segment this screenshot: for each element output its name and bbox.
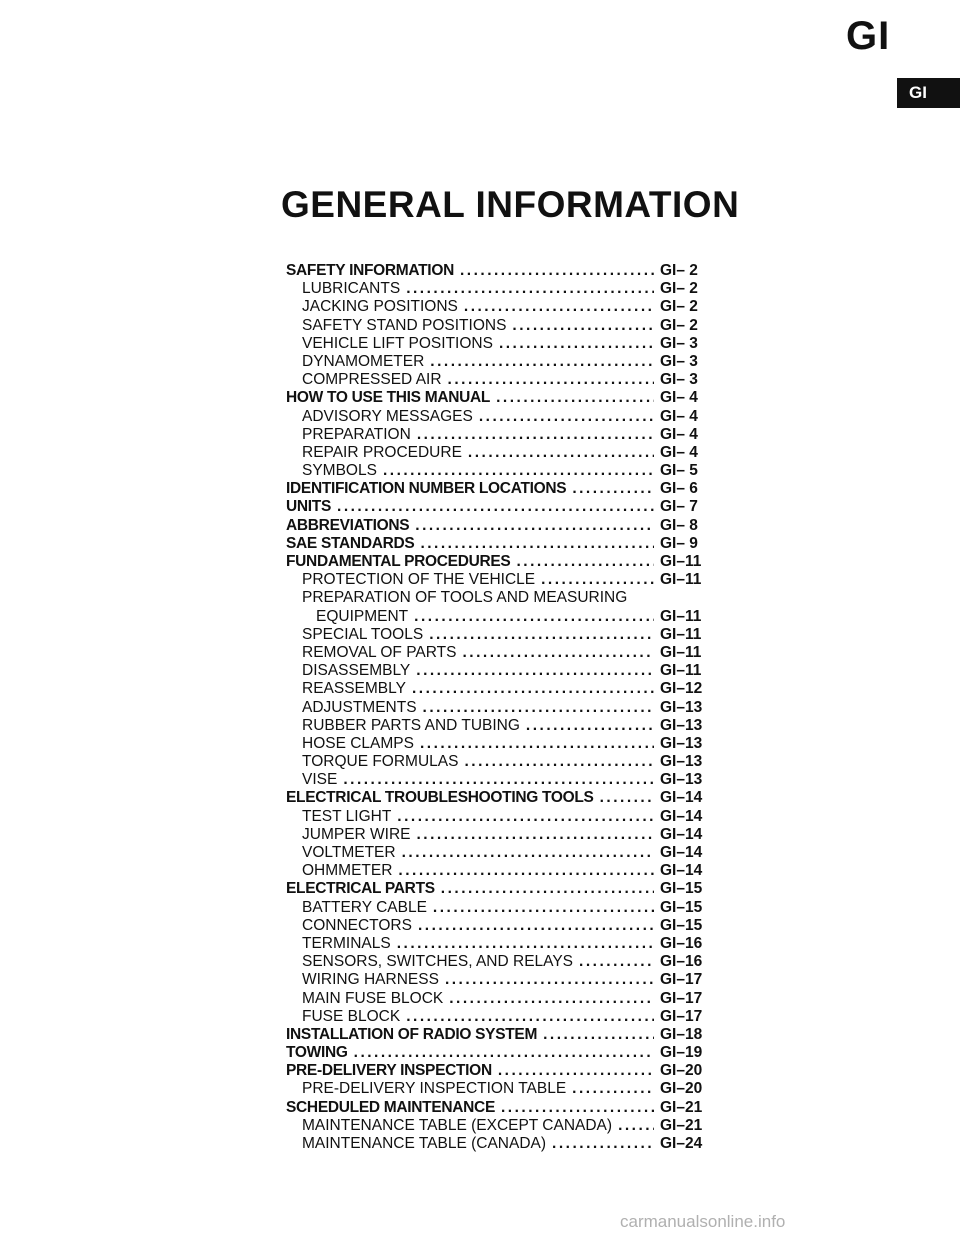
- toc-entry-page: GI–11: [660, 607, 702, 625]
- toc-entry-label: PREPARATION OF TOOLS AND MEASURING: [302, 589, 628, 607]
- toc-entry-page: GI–15: [660, 916, 703, 934]
- toc-dot-leader: [415, 517, 654, 535]
- toc-entry[interactable]: [286, 717, 726, 735]
- toc-entry-label: MAIN FUSE BLOCK: [302, 989, 444, 1007]
- toc-entry-label: EQUIPMENT: [316, 607, 409, 625]
- page-title: GENERAL INFORMATION: [281, 184, 740, 225]
- toc-entry-label: HOSE CLAMPS: [302, 734, 414, 752]
- toc-entry-label: PROTECTION OF THE VEHICLE: [302, 571, 536, 589]
- toc-entry-label: SPECIAL TOOLS: [302, 625, 424, 643]
- toc-dot-leader: [441, 880, 654, 898]
- toc-entry[interactable]: [286, 1099, 726, 1117]
- toc-entry-label: SAE STANDARDS: [286, 534, 415, 552]
- toc-entry[interactable]: [286, 753, 726, 771]
- toc-dot-leader: [468, 444, 654, 462]
- toc-entry-label: ADVISORY MESSAGES: [302, 407, 473, 425]
- toc-entry-label: WIRING HARNESS: [302, 971, 439, 989]
- toc-dot-leader: [383, 462, 654, 480]
- toc-entry-label: TERMINALS: [302, 934, 391, 952]
- toc-entry[interactable]: [286, 571, 726, 589]
- toc-entry[interactable]: [286, 517, 726, 535]
- toc-dot-leader: [397, 808, 654, 826]
- toc-entry-label: ADJUSTMENTS: [302, 698, 417, 716]
- toc-entry[interactable]: [286, 1026, 726, 1044]
- toc-entry[interactable]: [286, 990, 726, 1008]
- toc-entry[interactable]: [286, 626, 726, 644]
- section-code: GI: [846, 14, 891, 58]
- toc-dot-leader: [397, 935, 654, 953]
- toc-entry-label: MAINTENANCE TABLE (EXCEPT CANADA): [302, 1116, 613, 1134]
- toc-entry-page: GI–11: [660, 643, 702, 661]
- toc-entry[interactable]: [286, 826, 726, 844]
- toc-dot-leader: [343, 771, 654, 789]
- toc-dot-leader: [600, 789, 654, 807]
- toc-entry-label: LUBRICANTS: [302, 280, 401, 298]
- toc-dot-leader: [464, 753, 654, 771]
- toc-entry-label: DYNAMOMETER: [302, 352, 425, 370]
- toc-entry-label: TORQUE FORMULAS: [302, 753, 459, 771]
- toc-entry-label: SYMBOLS: [302, 462, 377, 480]
- toc-entry[interactable]: [286, 1080, 726, 1098]
- toc-entry[interactable]: [286, 1062, 726, 1080]
- toc-entry-label: IDENTIFICATION NUMBER LOCATIONS: [286, 480, 567, 498]
- toc-entry-page: GI–12: [660, 680, 703, 698]
- toc-dot-leader: [460, 262, 654, 280]
- toc-entry[interactable]: [286, 462, 726, 480]
- toc-entry-page: GI–15: [660, 880, 703, 898]
- toc-dot-leader: [418, 917, 654, 935]
- toc-entry-page: GI– 2: [660, 298, 698, 316]
- toc-entry-page: GI– 5: [660, 462, 698, 480]
- toc-dot-leader: [402, 844, 654, 862]
- toc-dot-leader: [543, 1026, 654, 1044]
- toc-dot-leader: [479, 408, 654, 426]
- toc-dot-leader: [420, 535, 654, 553]
- toc-dot-leader: [526, 717, 654, 735]
- toc-entry-page: GI– 2: [660, 316, 698, 334]
- toc-dot-leader: [448, 371, 654, 389]
- toc-entry-page: GI–20: [660, 1080, 703, 1098]
- toc-dot-leader: [416, 662, 654, 680]
- toc-entry[interactable]: [286, 917, 726, 935]
- toc-entry[interactable]: [286, 844, 726, 862]
- toc-dot-leader: [499, 335, 654, 353]
- toc-entry-page: GI–14: [660, 825, 703, 843]
- toc-entry-page: GI–17: [660, 971, 703, 989]
- toc-entry[interactable]: [286, 426, 726, 444]
- toc-entry-page: GI–17: [660, 989, 703, 1007]
- toc-entry-page: GI–13: [660, 771, 703, 789]
- toc-entry-page: GI–13: [660, 734, 703, 752]
- toc-entry[interactable]: [286, 1044, 726, 1062]
- toc-dot-leader: [618, 1117, 654, 1135]
- toc-entry[interactable]: [286, 1117, 726, 1135]
- toc-entry-label: PREPARATION: [302, 425, 411, 443]
- toc-entry-label: TEST LIGHT: [302, 807, 392, 825]
- toc-entry-page: GI–11: [660, 625, 702, 643]
- toc-entry-page: GI–20: [660, 1062, 703, 1080]
- toc-entry-label: BATTERY CABLE: [302, 898, 427, 916]
- toc-dot-leader: [552, 1135, 654, 1153]
- toc-entry[interactable]: [286, 808, 726, 826]
- toc-entry-label: ELECTRICAL TROUBLESHOOTING TOOLS: [286, 789, 594, 807]
- toc-dot-leader: [412, 680, 654, 698]
- toc-entry[interactable]: [286, 353, 726, 371]
- toc-dot-leader: [572, 1080, 654, 1098]
- toc-entry-page: GI– 4: [660, 443, 698, 461]
- toc-entry-label: REASSEMBLY: [302, 680, 406, 698]
- toc-entry[interactable]: [286, 953, 726, 971]
- toc-entry-label: ABBREVIATIONS: [286, 516, 410, 534]
- toc-entry-page: GI–19: [660, 1044, 703, 1062]
- toc-dot-leader: [462, 644, 654, 662]
- toc-entry-label: VISE: [302, 771, 338, 789]
- toc-dot-leader: [512, 317, 654, 335]
- toc-dot-leader: [579, 953, 654, 971]
- toc-entry-page: GI–11: [660, 553, 702, 570]
- toc-entry-page: GI– 3: [660, 371, 698, 389]
- toc-entry[interactable]: [286, 408, 726, 426]
- toc-entry-page: GI– 7: [660, 498, 698, 516]
- toc-entry-page: GI–24: [660, 1135, 703, 1152]
- table-of-contents: [286, 262, 726, 1153]
- toc-entry[interactable]: [286, 699, 726, 717]
- toc-entry-page: GI–11: [660, 662, 702, 680]
- toc-entry-label: MAINTENANCE TABLE (CANADA): [302, 1135, 547, 1152]
- toc-entry-label: SAFETY STAND POSITIONS: [302, 316, 507, 334]
- toc-entry-page: GI–13: [660, 716, 703, 734]
- toc-entry-label: UNITS: [286, 498, 332, 516]
- toc-entry[interactable]: [286, 735, 726, 753]
- toc-dot-leader: [572, 480, 654, 498]
- toc-entry-label: JACKING POSITIONS: [302, 298, 458, 316]
- toc-entry-page: GI–17: [660, 1007, 703, 1025]
- toc-dot-leader: [337, 498, 654, 516]
- toc-entry-label: FUSE BLOCK: [302, 1007, 401, 1025]
- toc-entry-label: COMPRESSED AIR: [302, 371, 442, 389]
- toc-dot-leader: [406, 1008, 654, 1026]
- toc-entry-page: GI–13: [660, 698, 703, 716]
- toc-entry-label: VOLTMETER: [302, 844, 396, 861]
- toc-dot-leader: [498, 1062, 654, 1080]
- toc-entry-page: GI–16: [660, 953, 703, 971]
- toc-entry-page: GI– 8: [660, 516, 698, 534]
- toc-entry-page: GI–14: [660, 862, 703, 880]
- toc-entry-page: GI– 4: [660, 407, 698, 425]
- toc-dot-leader: [423, 699, 654, 717]
- toc-entry-label: TOWING: [286, 1044, 348, 1062]
- toc-entry-page: GI– 2: [660, 280, 698, 298]
- toc-entry-label: SAFETY INFORMATION: [286, 262, 454, 279]
- toc-dot-leader: [417, 426, 654, 444]
- toc-entry[interactable]: [286, 862, 726, 880]
- toc-dot-leader: [398, 862, 654, 880]
- toc-entry[interactable]: [286, 971, 726, 989]
- toc-entry[interactable]: [286, 880, 726, 898]
- toc-dot-leader: [430, 353, 654, 371]
- toc-entry[interactable]: [286, 535, 726, 553]
- toc-entry-label: INSTALLATION OF RADIO SYSTEM: [286, 1025, 538, 1043]
- toc-entry-page: GI–14: [660, 807, 703, 825]
- toc-entry-label: CONNECTORS: [302, 916, 412, 934]
- toc-entry-label: REPAIR PROCEDURE: [302, 443, 462, 461]
- toc-entry[interactable]: [286, 444, 726, 462]
- toc-entry[interactable]: [286, 789, 726, 807]
- toc-entry[interactable]: [286, 262, 726, 280]
- toc-dot-leader: [417, 826, 655, 844]
- toc-dot-leader: [406, 280, 654, 298]
- toc-entry[interactable]: [286, 280, 726, 298]
- toc-entry[interactable]: [286, 498, 726, 516]
- toc-entry-page: GI–11: [660, 571, 702, 589]
- toc-entry-page: GI–18: [660, 1025, 703, 1043]
- toc-entry[interactable]: [286, 317, 726, 335]
- toc-entry[interactable]: [286, 480, 726, 498]
- toc-entry-page: GI–14: [660, 844, 703, 861]
- toc-entry-page: GI–13: [660, 753, 703, 771]
- toc-entry-page: GI– 3: [660, 352, 698, 370]
- toc-dot-leader: [433, 899, 654, 917]
- toc-dot-leader: [449, 990, 654, 1008]
- toc-entry[interactable]: [286, 771, 726, 789]
- toc-entry[interactable]: [286, 589, 726, 607]
- toc-dot-leader: [516, 553, 654, 571]
- toc-dot-leader: [541, 571, 654, 589]
- toc-entry[interactable]: [286, 899, 726, 917]
- toc-entry-page: GI– 6: [660, 480, 698, 498]
- toc-entry[interactable]: [286, 371, 726, 389]
- toc-entry-label: FUNDAMENTAL PROCEDURES: [286, 553, 511, 570]
- toc-entry-label: ELECTRICAL PARTS: [286, 880, 435, 898]
- toc-entry-page: GI–21: [660, 1098, 703, 1116]
- toc-entry-label: VEHICLE LIFT POSITIONS: [302, 334, 493, 352]
- toc-entry-label: SENSORS, SWITCHES, AND RELAYS: [302, 953, 574, 971]
- toc-dot-leader: [464, 298, 654, 316]
- toc-entry-label: PRE-DELIVERY INSPECTION TABLE: [302, 1080, 567, 1098]
- toc-entry-label: JUMPER WIRE: [302, 825, 411, 843]
- toc-entry[interactable]: [286, 553, 726, 571]
- toc-entry[interactable]: [286, 298, 726, 316]
- toc-entry-page: GI–16: [660, 934, 703, 952]
- watermark-text: carmanualsonline.info: [620, 1212, 786, 1231]
- toc-entry-label: HOW TO USE THIS MANUAL: [286, 389, 491, 407]
- toc-entry-page: GI– 3: [660, 334, 698, 352]
- toc-entry[interactable]: [286, 680, 726, 698]
- toc-dot-leader: [414, 608, 654, 626]
- toc-dot-leader: [420, 735, 654, 753]
- toc-entry-label: REMOVAL OF PARTS: [302, 643, 457, 661]
- toc-entry[interactable]: [286, 662, 726, 680]
- toc-dot-leader: [429, 626, 654, 644]
- toc-entry-label: RUBBER PARTS AND TUBING: [302, 716, 520, 734]
- toc-entry-page: GI–14: [660, 789, 703, 807]
- toc-entry-label: PRE-DELIVERY INSPECTION: [286, 1062, 492, 1080]
- toc-entry-label: OHMMETER: [302, 862, 393, 880]
- toc-entry[interactable]: [286, 644, 726, 662]
- toc-dot-leader: [501, 1099, 654, 1117]
- toc-entry-label: DISASSEMBLY: [302, 662, 411, 680]
- toc-entry[interactable]: [286, 1008, 726, 1026]
- toc-entry-page: GI– 4: [660, 425, 698, 443]
- toc-entry[interactable]: [286, 608, 726, 626]
- toc-dot-leader: [354, 1044, 654, 1062]
- toc-entry-page: GI–21: [660, 1116, 703, 1134]
- toc-entry[interactable]: [286, 335, 726, 353]
- section-tab[interactable]: GI: [897, 78, 960, 108]
- toc-dot-leader: [496, 389, 654, 407]
- toc-entry[interactable]: [286, 389, 726, 407]
- toc-entry[interactable]: [286, 935, 726, 953]
- toc-entry-page: GI– 9: [660, 534, 698, 552]
- toc-entry-page: GI– 2: [660, 262, 698, 279]
- toc-entry-page: GI– 4: [660, 389, 698, 407]
- toc-entry-label: SCHEDULED MAINTENANCE: [286, 1098, 495, 1116]
- toc-entry[interactable]: [286, 1135, 726, 1153]
- toc-dot-leader: [445, 971, 654, 989]
- toc-entry-page: GI–15: [660, 898, 703, 916]
